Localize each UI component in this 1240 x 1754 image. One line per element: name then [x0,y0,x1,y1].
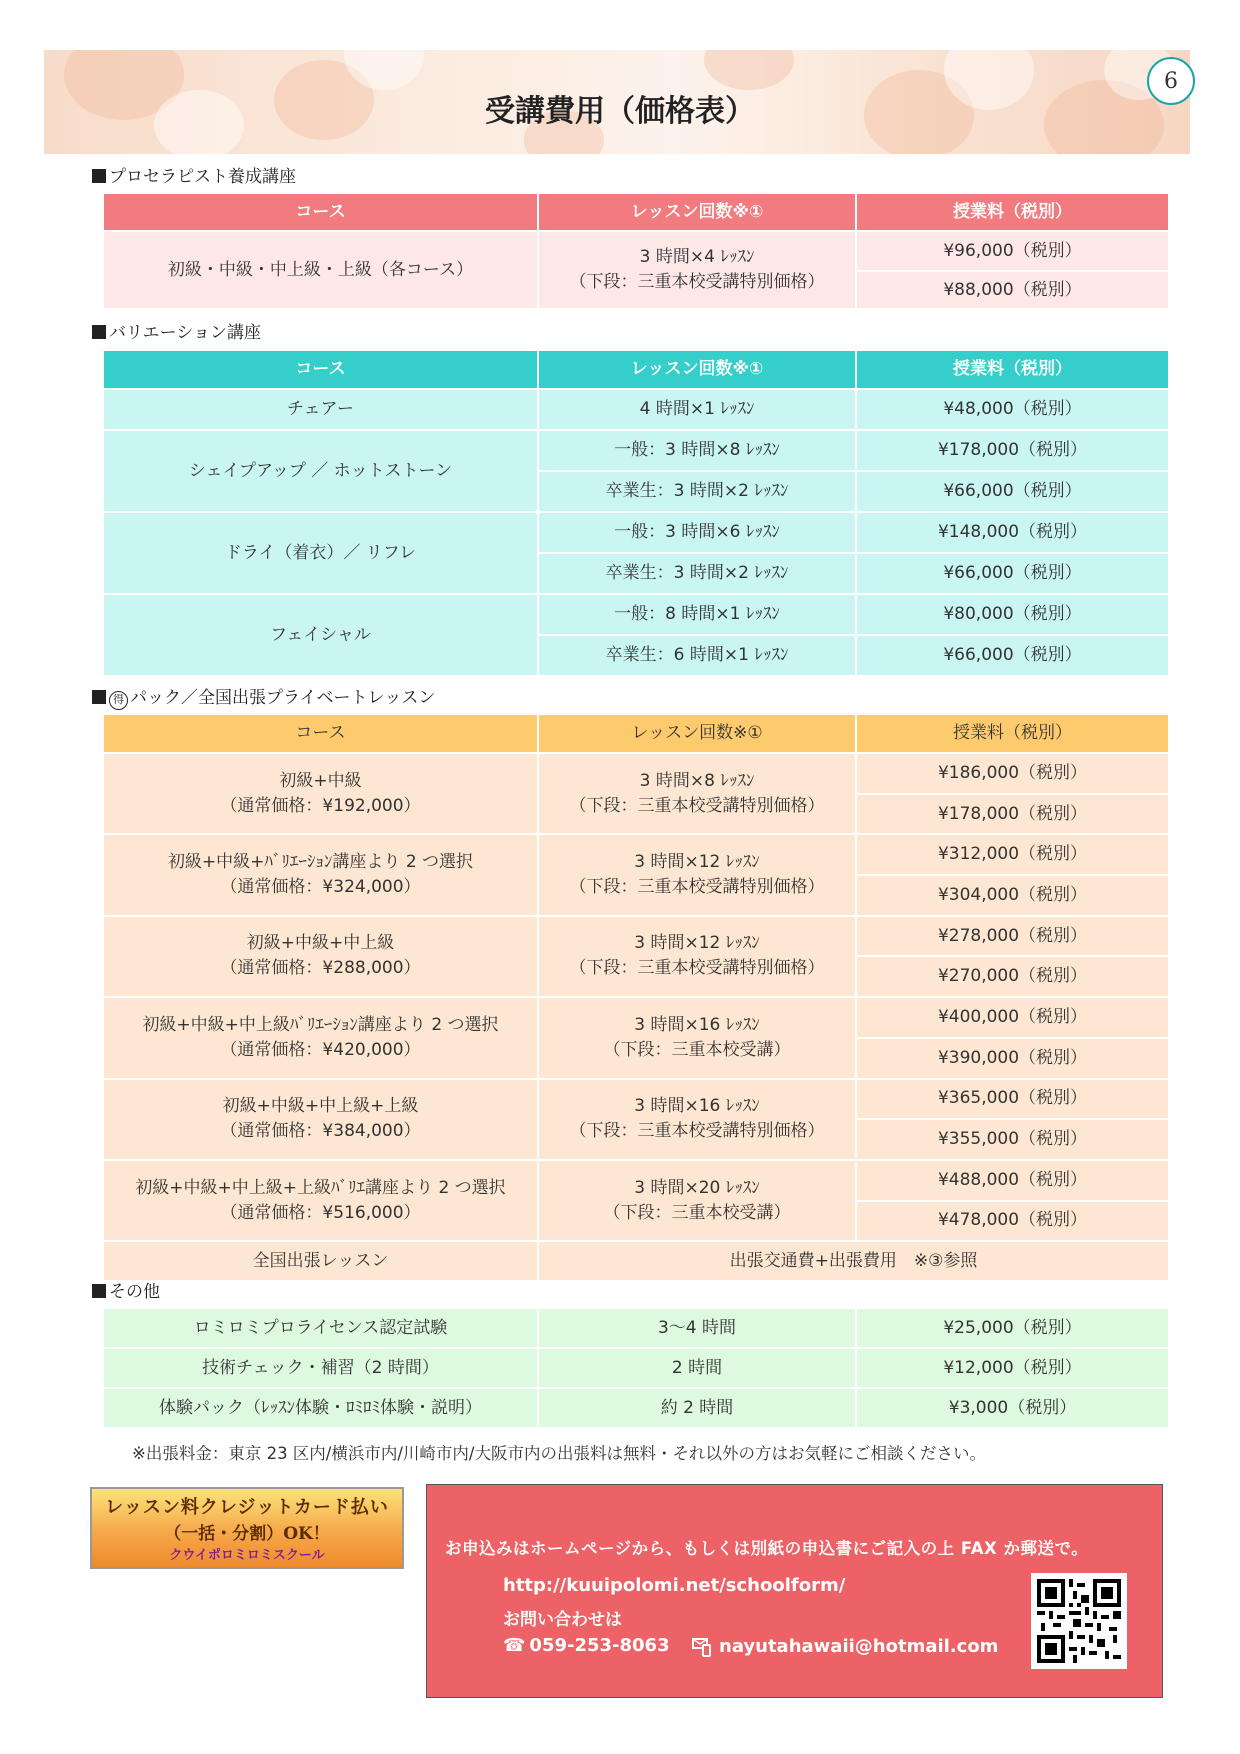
square-bullet-icon [92,169,106,183]
lessons-cell: 一般：3 時間×6 ﾚｯｽﾝ [539,513,855,552]
course-cell: 技術チェック・補習（2 時間） [104,1349,537,1387]
header-course: コース [104,351,537,388]
table-variation [104,351,1164,675]
fee-cell: ¥304,000（税別） [857,876,1168,915]
page-title: 受講費用（価格表） [485,94,755,129]
course-cell: チェアー [104,390,537,429]
lessons-cell: 約 2 時間 [539,1389,855,1427]
header-fee: 授業料（税別） [857,715,1168,752]
lessons-cell: 4 時間×1 ﾚｯｽﾝ [539,390,855,429]
email-address[interactable]: nayutahawaii@hotmail.com [691,1635,998,1657]
fee-cell: ¥66,000（税別） [857,472,1168,511]
lessons-cell: 3 時間×4 ﾚｯｽﾝ （下段：三重本校受講特別価格） [539,232,855,308]
phone-number[interactable]: ☎ 059-253-8063 [503,1635,670,1656]
header-lessons: レッスン回数※① [539,351,855,388]
table-other [104,1309,1164,1427]
lessons-cell: 卒業生：3 時間×2 ﾚｯｽﾝ [539,554,855,593]
fee-cell: ¥355,000（税別） [857,1120,1168,1159]
square-bullet-icon [92,1284,106,1298]
application-url-link[interactable]: http://kuuipolomi.net/schoolform/ [503,1575,846,1596]
square-bullet-icon [92,690,106,704]
square-bullet-icon [92,325,106,339]
lessons-cell: 3 時間×8 ﾚｯｽﾝ （下段：三重本校受講特別価格） [539,754,855,833]
travel-fee-note: ※出張料金：東京 23 区内/横浜市内/川崎市内/大阪市内の出張料は無料・それ以外の方はお気軽にご相談ください。 [132,1444,986,1463]
course-cell: ロミロミプロライセンス認定試験 [104,1309,537,1347]
fee-cell: ¥178,000（税別） [857,795,1168,834]
fee-cell: ¥148,000（税別） [857,513,1168,552]
fee-cell: ¥400,000（税別） [857,998,1168,1037]
lessons-cell: 3 時間×16 ﾚｯｽﾝ （下段：三重本校受講） [539,998,855,1077]
phone-icon: ☎ [503,1635,526,1656]
fee-cell: ¥66,000（税別） [857,554,1168,593]
course-cell: 初級+中級+中上級+上級 （通常価格：¥384,000） [104,1080,537,1159]
mobile-mail-icon [691,1635,713,1657]
fee-cell: ¥96,000（税別） [857,232,1168,270]
fee-cell: ¥178,000（税別） [857,431,1168,470]
course-cell: フェイシャル [104,595,537,675]
lessons-cell: 2 時間 [539,1349,855,1387]
fee-cell: ¥278,000（税別） [857,917,1168,956]
lessons-cell: 3 時間×16 ﾚｯｽﾝ （下段：三重本校受講特別価格） [539,1080,855,1159]
section-label-variation: バリエーション講座 [92,318,261,343]
page-number: 6 [1147,57,1195,105]
lessons-cell: 3〜4 時間 [539,1309,855,1347]
lessons-cell: 一般：8 時間×1 ﾚｯｽﾝ [539,595,855,634]
credit-school-name: クウイポロミロミスクール [169,1548,325,1563]
fee-cell: ¥88,000（税別） [857,272,1168,308]
lessons-cell: 卒業生：6 時間×1 ﾚｯｽﾝ [539,636,855,675]
header-fee: 授業料（税別） [857,351,1168,388]
fee-cell: ¥25,000（税別） [857,1309,1168,1347]
inquiry-label: お問い合わせは [503,1610,622,1630]
toku-mark-icon: 得 [109,691,128,710]
section-label-other: その他 [92,1277,160,1302]
course-cell: シェイプアップ ／ ホットストーン [104,431,537,511]
fee-cell: ¥48,000（税別） [857,390,1168,429]
course-cell: 初級・中級・中上級・上級（各コース） [104,232,537,308]
course-cell: 初級+中級 （通常価格：¥192,000） [104,754,537,833]
course-cell: ドライ（着衣）／ リフレ [104,513,537,593]
header-course: コース [104,715,537,752]
fee-cell: ¥66,000（税別） [857,636,1168,675]
section-label-pro-therapist: プロセラピスト養成講座 [92,162,296,187]
table-pro-therapist [104,194,1164,308]
travel-detail-cell: 出張交通費+出張費用 ※③参照 [539,1242,1168,1280]
fee-cell: ¥312,000（税別） [857,835,1168,874]
qr-code[interactable] [1031,1573,1127,1669]
lessons-cell: 卒業生：3 時間×2 ﾚｯｽﾝ [539,472,855,511]
header-lessons: レッスン回数※① [539,715,855,752]
header-fee: 授業料（税別） [857,194,1168,230]
course-cell: 初級+中級+ﾊﾞﾘｴｰｼｮﾝ講座より 2 つ選択 （通常価格：¥324,000） [104,835,537,914]
table-pack [104,715,1164,1280]
fee-cell: ¥488,000（税別） [857,1161,1168,1200]
fee-cell: ¥390,000（税別） [857,1039,1168,1078]
course-cell: 初級+中級+中上級ﾊﾞﾘｴｰｼｮﾝ講座より 2 つ選択 （通常価格：¥420,000） [104,998,537,1077]
fee-cell: ¥365,000（税別） [857,1080,1168,1119]
credit-card-badge [90,1487,404,1569]
fee-cell: ¥3,000（税別） [857,1389,1168,1427]
contact-box [426,1484,1163,1698]
fee-cell: ¥80,000（税別） [857,595,1168,634]
lessons-cell: 3 時間×12 ﾚｯｽﾝ （下段：三重本校受講特別価格） [539,835,855,914]
course-cell: 全国出張レッスン [104,1242,537,1280]
lessons-cell: 3 時間×12 ﾚｯｽﾝ （下段：三重本校受講特別価格） [539,917,855,996]
course-cell: 初級+中級+中上級+上級ﾊﾞﾘｴ講座より 2 つ選択 （通常価格：¥516,000） [104,1161,537,1240]
header-course: コース [104,194,537,230]
lessons-cell: 一般：3 時間×8 ﾚｯｽﾝ [539,431,855,470]
fee-cell: ¥186,000（税別） [857,754,1168,793]
lessons-cell: 3 時間×20 ﾚｯｽﾝ （下段：三重本校受講） [539,1161,855,1240]
fee-cell: ¥12,000（税別） [857,1349,1168,1387]
course-cell: 体験パック（ﾚｯｽﾝ体験・ﾛﾐﾛﾐ体験・説明） [104,1389,537,1427]
course-cell: 初級+中級+中上級 （通常価格：¥288,000） [104,917,537,996]
section-label-pack: 得 パック／全国出張プライベートレッスン [92,683,435,710]
application-instructions: お申込みはホームページから、もしくは別紙の申込書にご記入の上 FAX か郵送で。 [445,1539,1089,1558]
credit-line-2: （一括・分割）OK！ [164,1524,330,1544]
fee-cell: ¥270,000（税別） [857,957,1168,996]
credit-line-1: レッスン料クレジットカード払い [105,1497,389,1518]
header-lessons: レッスン回数※① [539,194,855,230]
fee-cell: ¥478,000（税別） [857,1202,1168,1241]
qr-code-icon [1037,1579,1121,1663]
